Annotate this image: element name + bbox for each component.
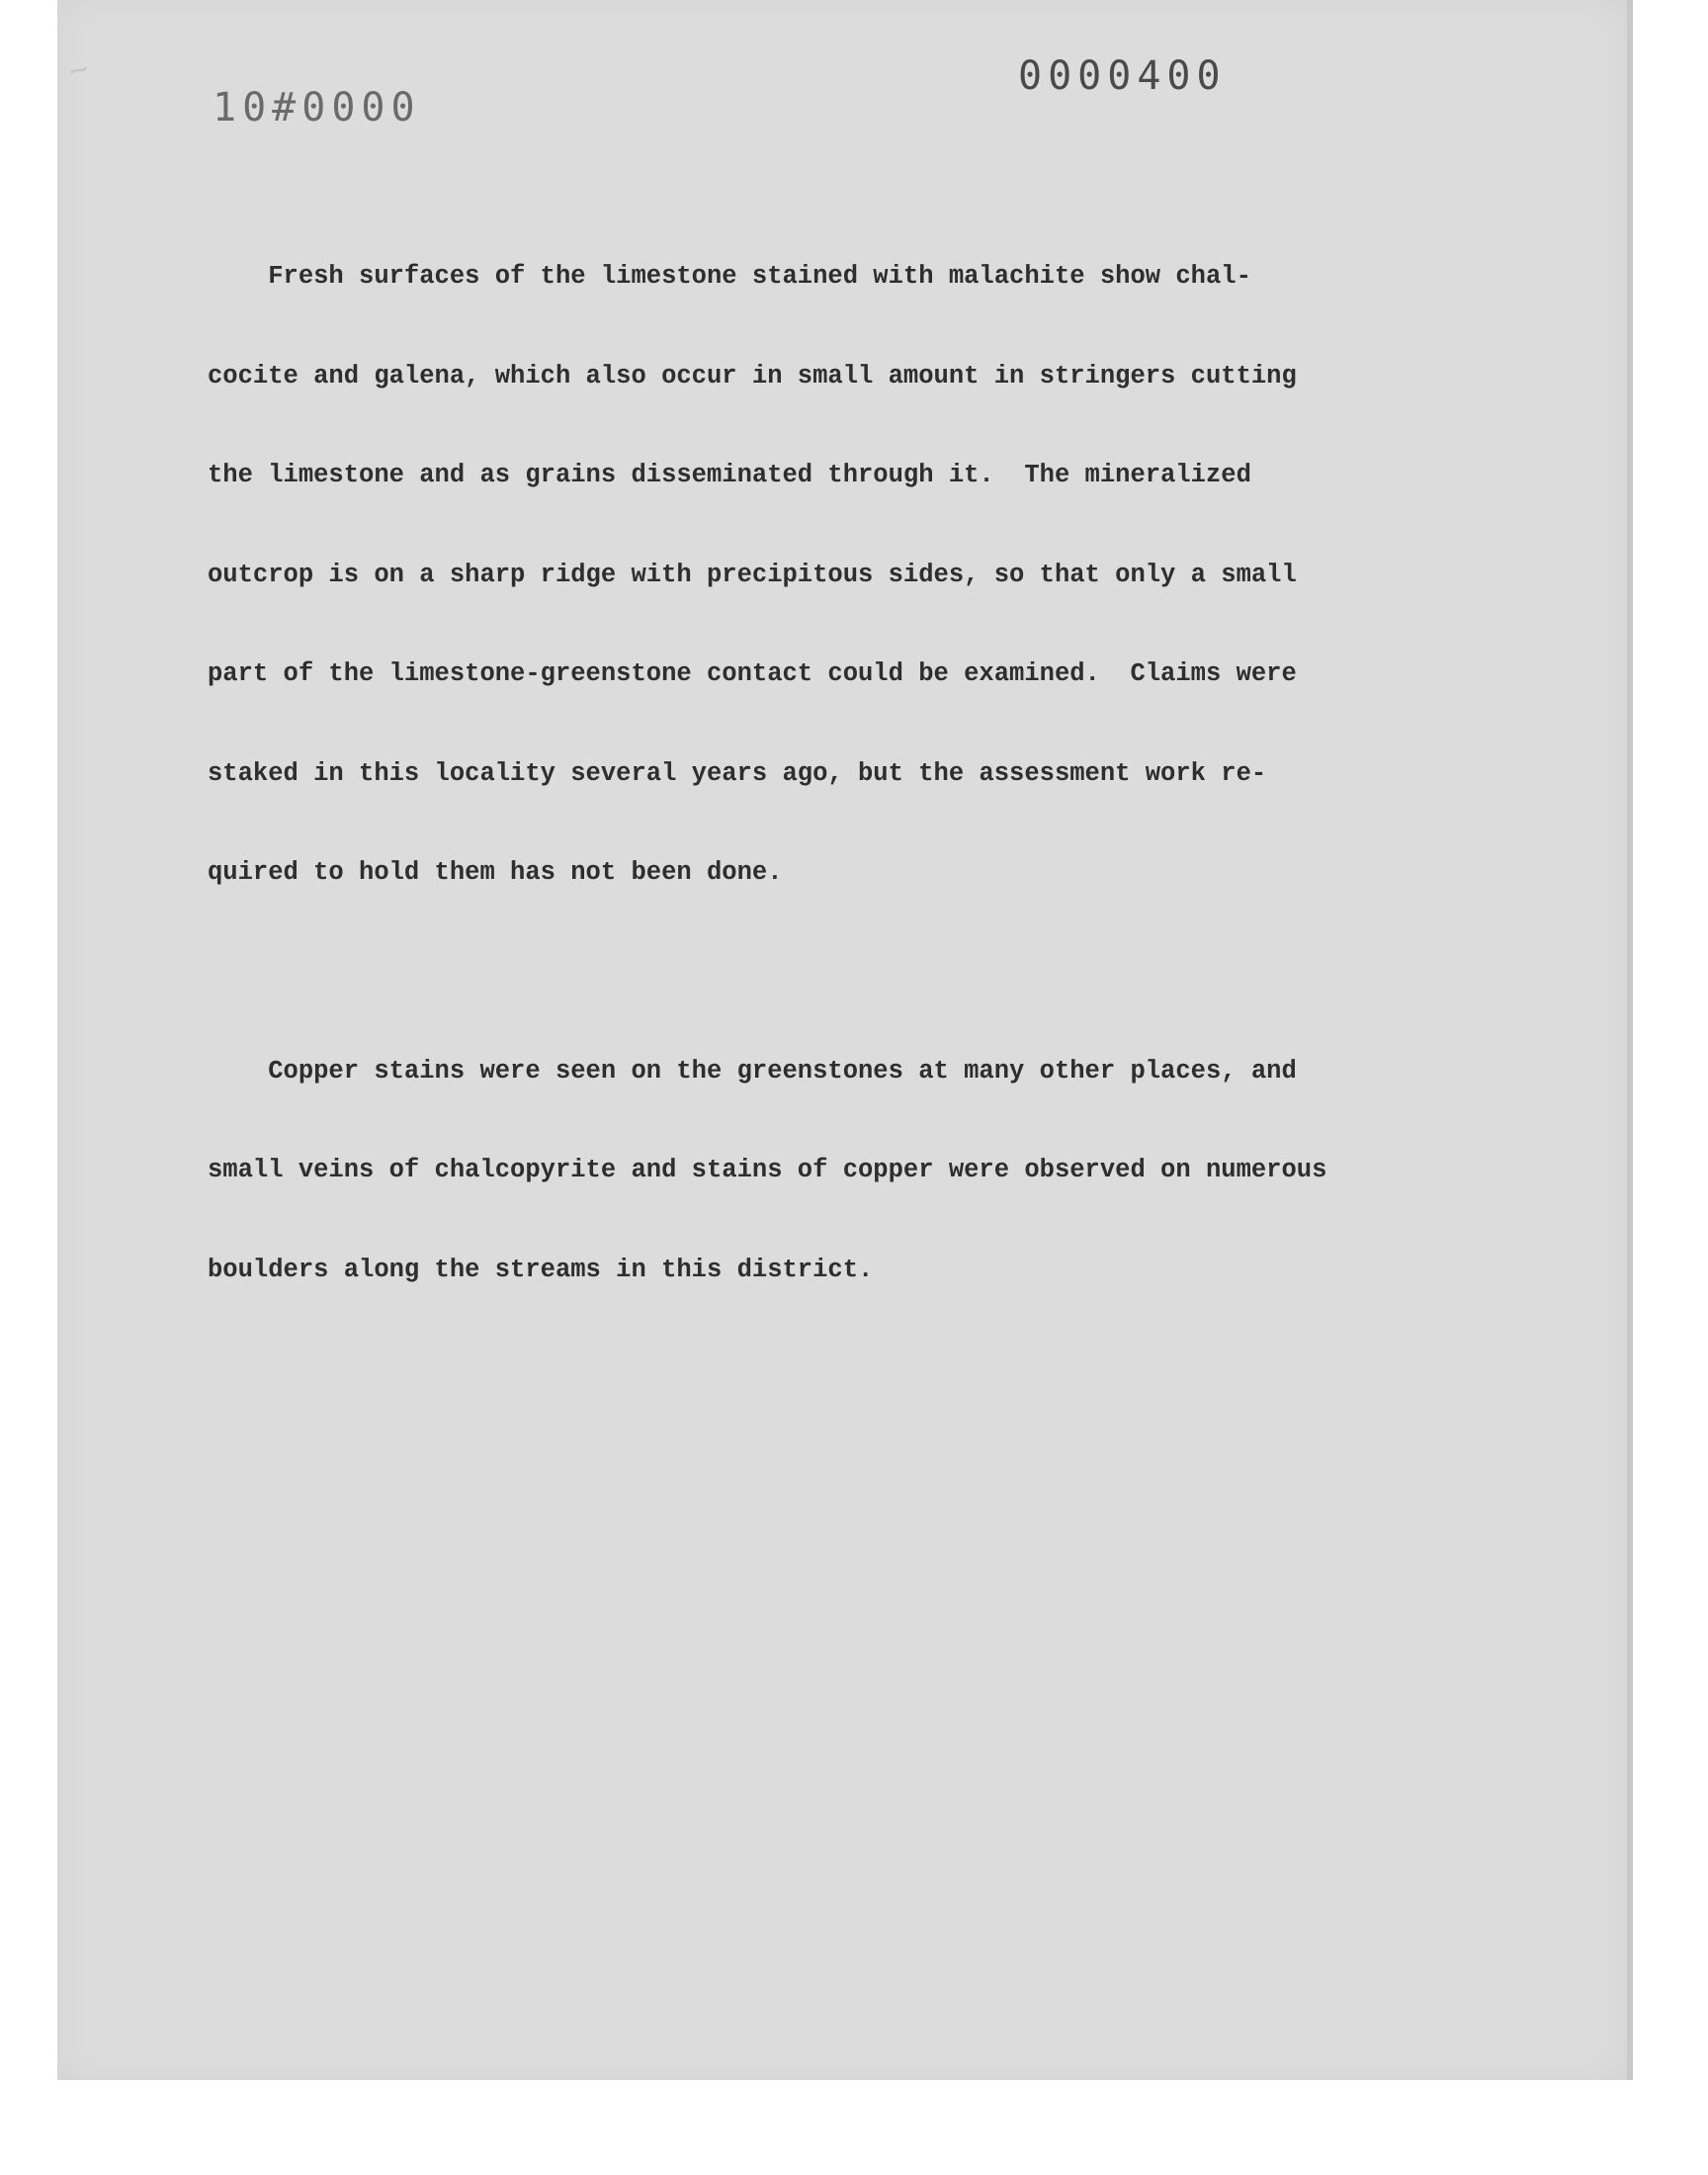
ink-smudge: ~ <box>63 52 96 95</box>
text-line: cocite and galena, which also occur in small amount in stringers cutting <box>208 361 1297 391</box>
paragraph-2 <box>208 989 1512 1353</box>
text-line: the limestone and as grains disseminated through it. The mineralized <box>208 461 1251 489</box>
text-line: Copper stains were seen on the greenstones at many other places, and <box>208 1056 1297 1086</box>
text-line: quired to hold them has not been done. <box>208 858 783 887</box>
serial-number-right: 0000400 <box>1018 53 1227 99</box>
text-line: boulders along the streams in this district. <box>208 1255 874 1284</box>
text-line: Fresh surfaces of the limestone stained with malachite show chal- <box>208 262 1251 291</box>
paragraph-1 <box>208 194 1512 956</box>
serial-number-left: 10#0000 <box>213 85 421 130</box>
text-line: outcrop is on a sharp ridge with precipitous sides, so that only a small <box>208 560 1297 589</box>
text-line: part of the limestone-greenstone contact could be examined. Claims were <box>208 659 1297 688</box>
text-line: small veins of chalcopyrite and stains of copper were observed on numerous <box>208 1156 1327 1184</box>
page-edge <box>1627 0 1633 2080</box>
document-body <box>208 194 1512 1352</box>
text-line: staked in this locality several years ago, but the assessment work re- <box>208 758 1267 788</box>
